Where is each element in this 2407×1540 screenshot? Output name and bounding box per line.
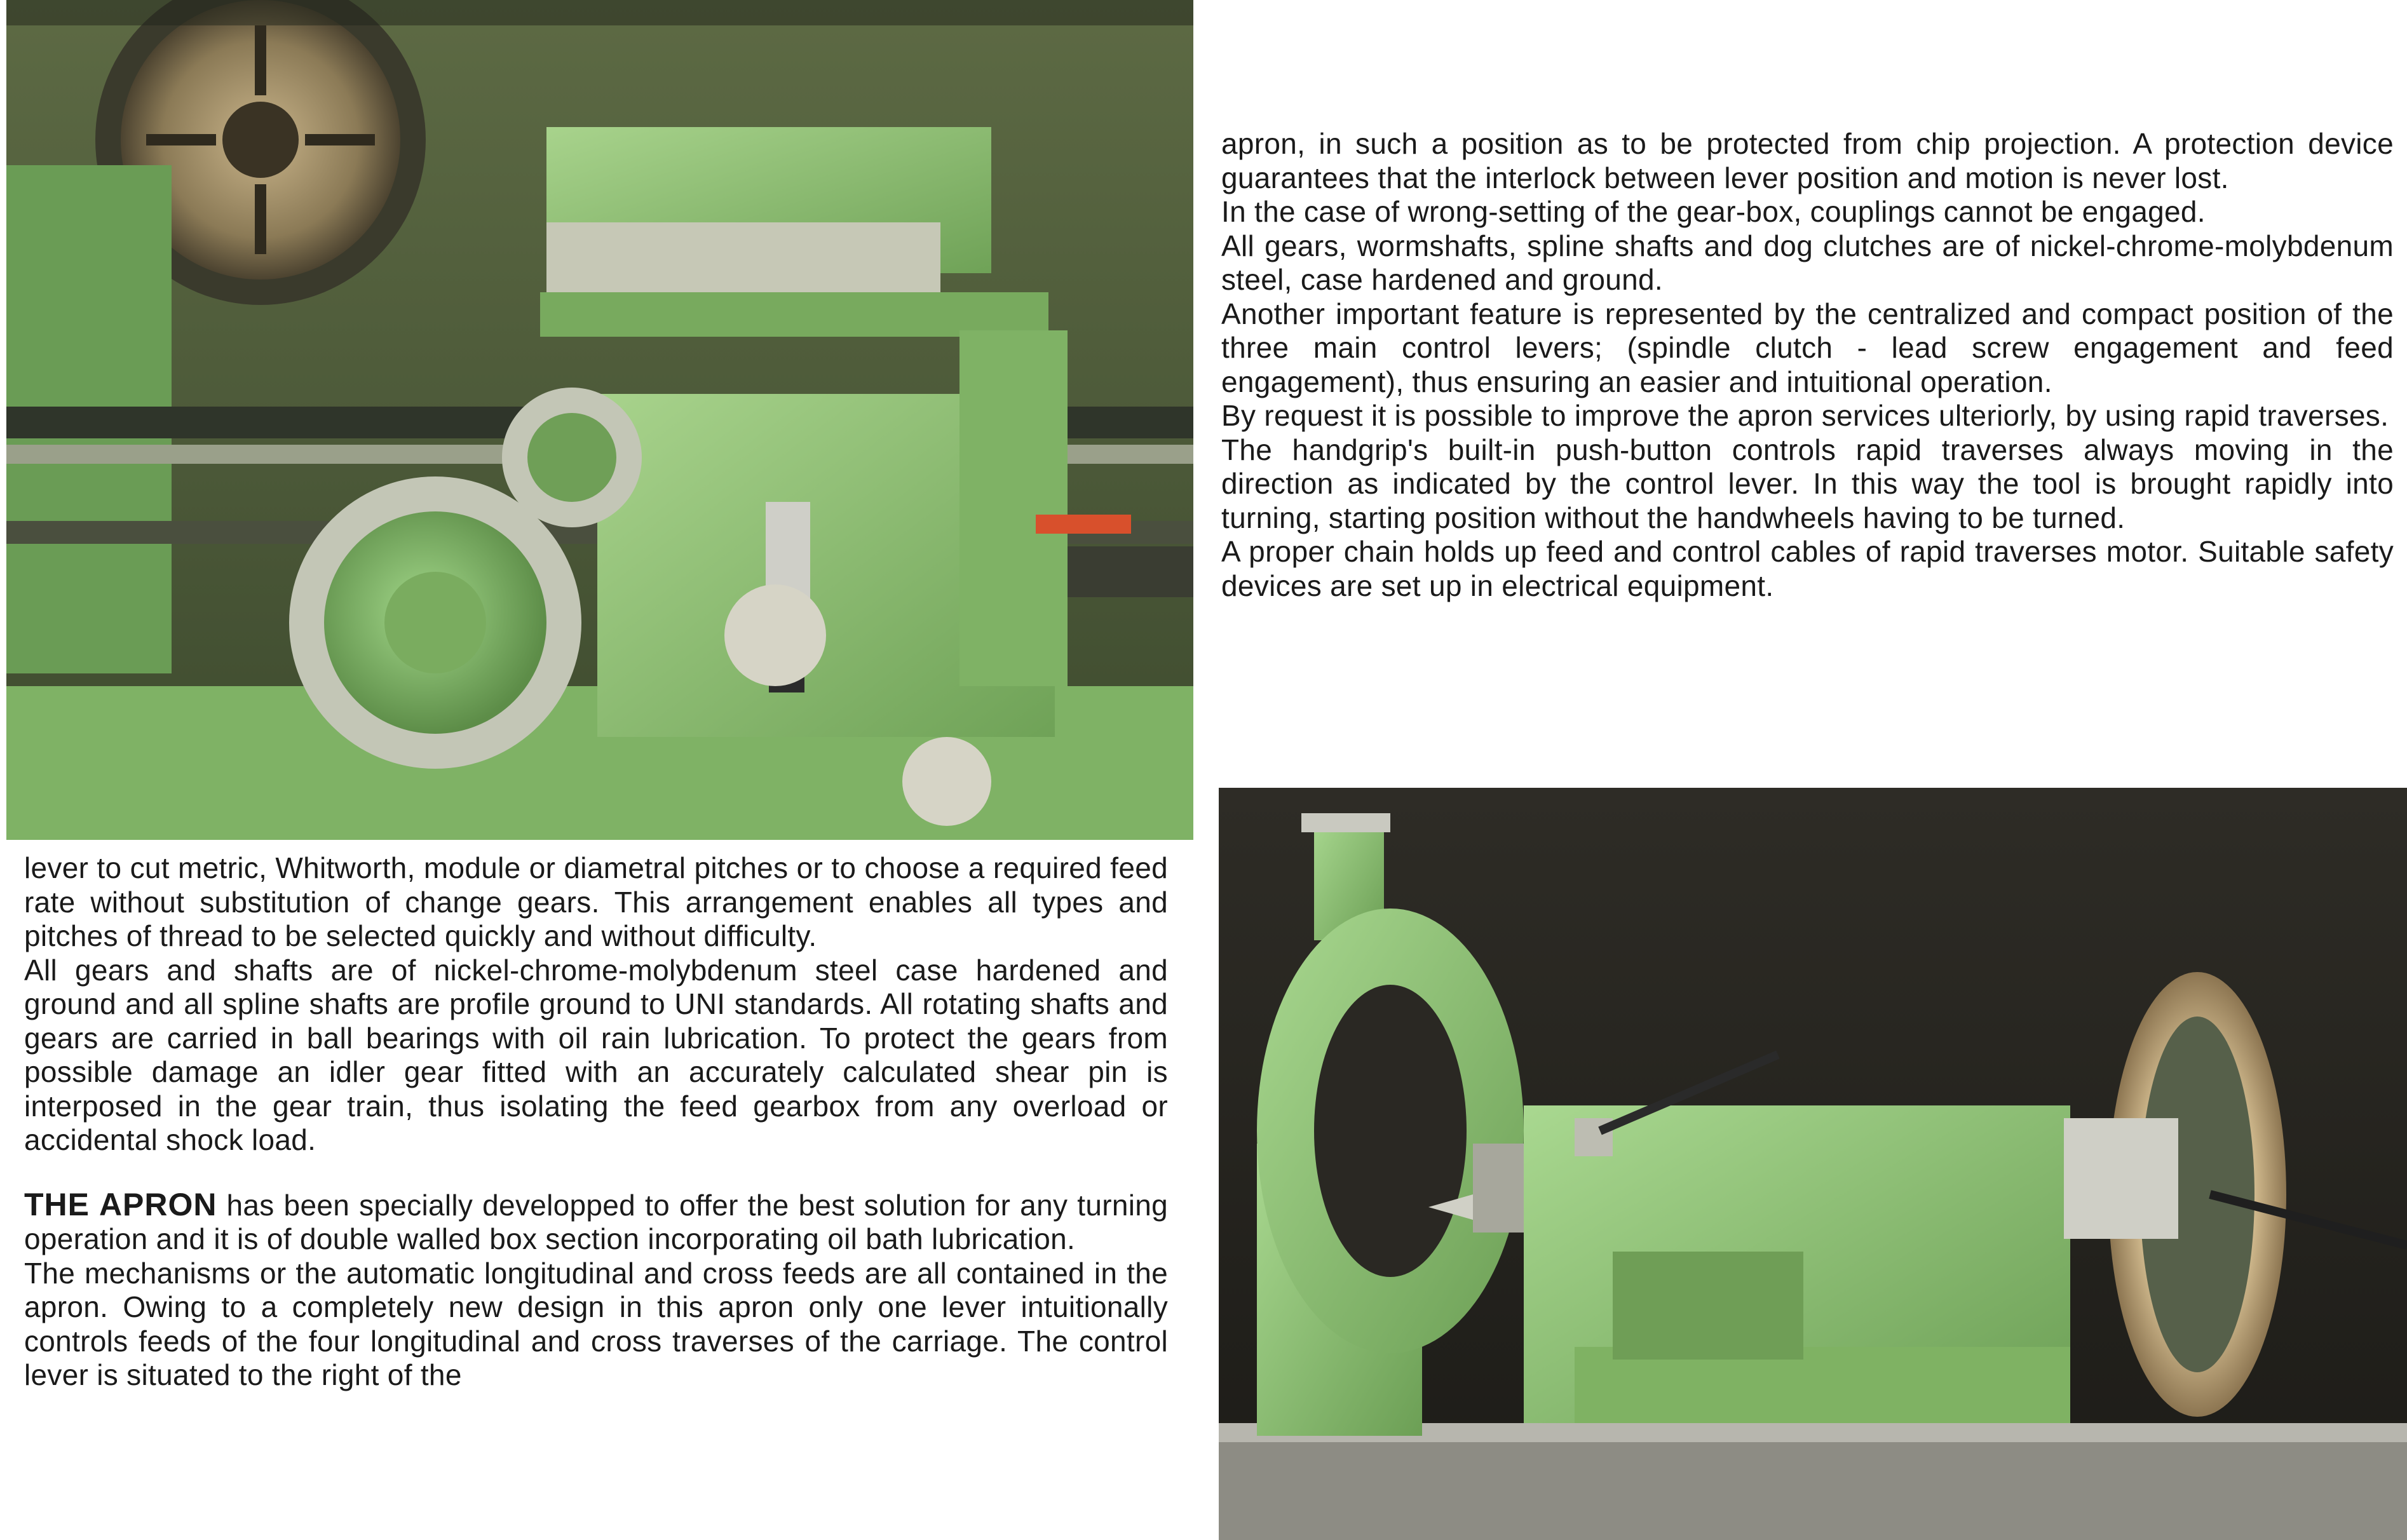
apron-description-continued — [1221, 127, 2394, 603]
paragraph: The mechanisms or the automatic longitudinal and cross feeds are all contained in the apron. Owing to a completely new design in this apron only one lever intuitionally controls feeds of the four longitudinal and cross traverses of the carriage. The control lever is situated to the right of the — [24, 1256, 1168, 1391]
paragraph: apron, in such a position as to be protected from chip projection. A protection device guarantees that the interlock between lever position and motion is never lost. — [1221, 127, 2394, 194]
paragraph: By request it is possible to improve the apron services ulteriorly, by using rapid traverses. — [1221, 399, 2389, 432]
paragraph: A proper chain holds up feed and control cables of rapid traverses motor. Suitable safety devices are set up in electrical equipment. — [1221, 535, 2394, 602]
section-heading-apron: THE APRON — [24, 1186, 217, 1222]
paragraph: The handgrip's built-in push-button controls rapid traverses always moving in the direction as indicated by the control lever. In this way the tool is brought rapidly into turning, starting position without the handwheels having to be turned. — [1221, 433, 2394, 534]
spacer — [24, 1158, 1168, 1188]
paragraph: lever to cut metric, Whitworth, module or diametral pitches or to choose a required feed rate without substitution of change gears. This arrangement enables all types and pitches of thread to be selected quickly and without difficulty. — [24, 851, 1168, 952]
paragraph: All gears and shafts are of nickel-chrome-molybdenum steel case hardened and ground and all spline shafts are profile ground to UNI standards. All rotating shafts and gears are carried in ball bearings with oil rain lubrication. To protect the gears from possible damage an idler gear fitted with an accurately calculated shear pin is interposed in the gear train, thus isolating the feed gearbox from any overload or accidental shock load. — [24, 953, 1168, 1156]
paragraph: In the case of wrong-setting of the gear-box, couplings cannot be engaged. — [1221, 195, 2206, 228]
paragraph: All gears, wormshafts, spline shafts and dog clutches are of nickel-chrome-molybdenum steel, case hardened and ground. — [1221, 229, 2394, 296]
lathe-apron-photo — [6, 0, 1193, 840]
paragraph — [24, 1188, 1168, 1257]
paragraph: Another important feature is represented by the centralized and compact position of the three main control levers; (spindle clutch - lead screw engagement and feed engagement), thus ensuring an easier and intuitional operation. — [1221, 297, 2394, 398]
tailstock-steady-rest-photo — [1219, 788, 2407, 1540]
gearbox-and-apron-description — [24, 851, 1168, 1393]
paragraph-text: has been specially developped to offer the best solution for any turning operation and it is of double walled box section incorporating oil bath lubrication. — [24, 1188, 1168, 1255]
